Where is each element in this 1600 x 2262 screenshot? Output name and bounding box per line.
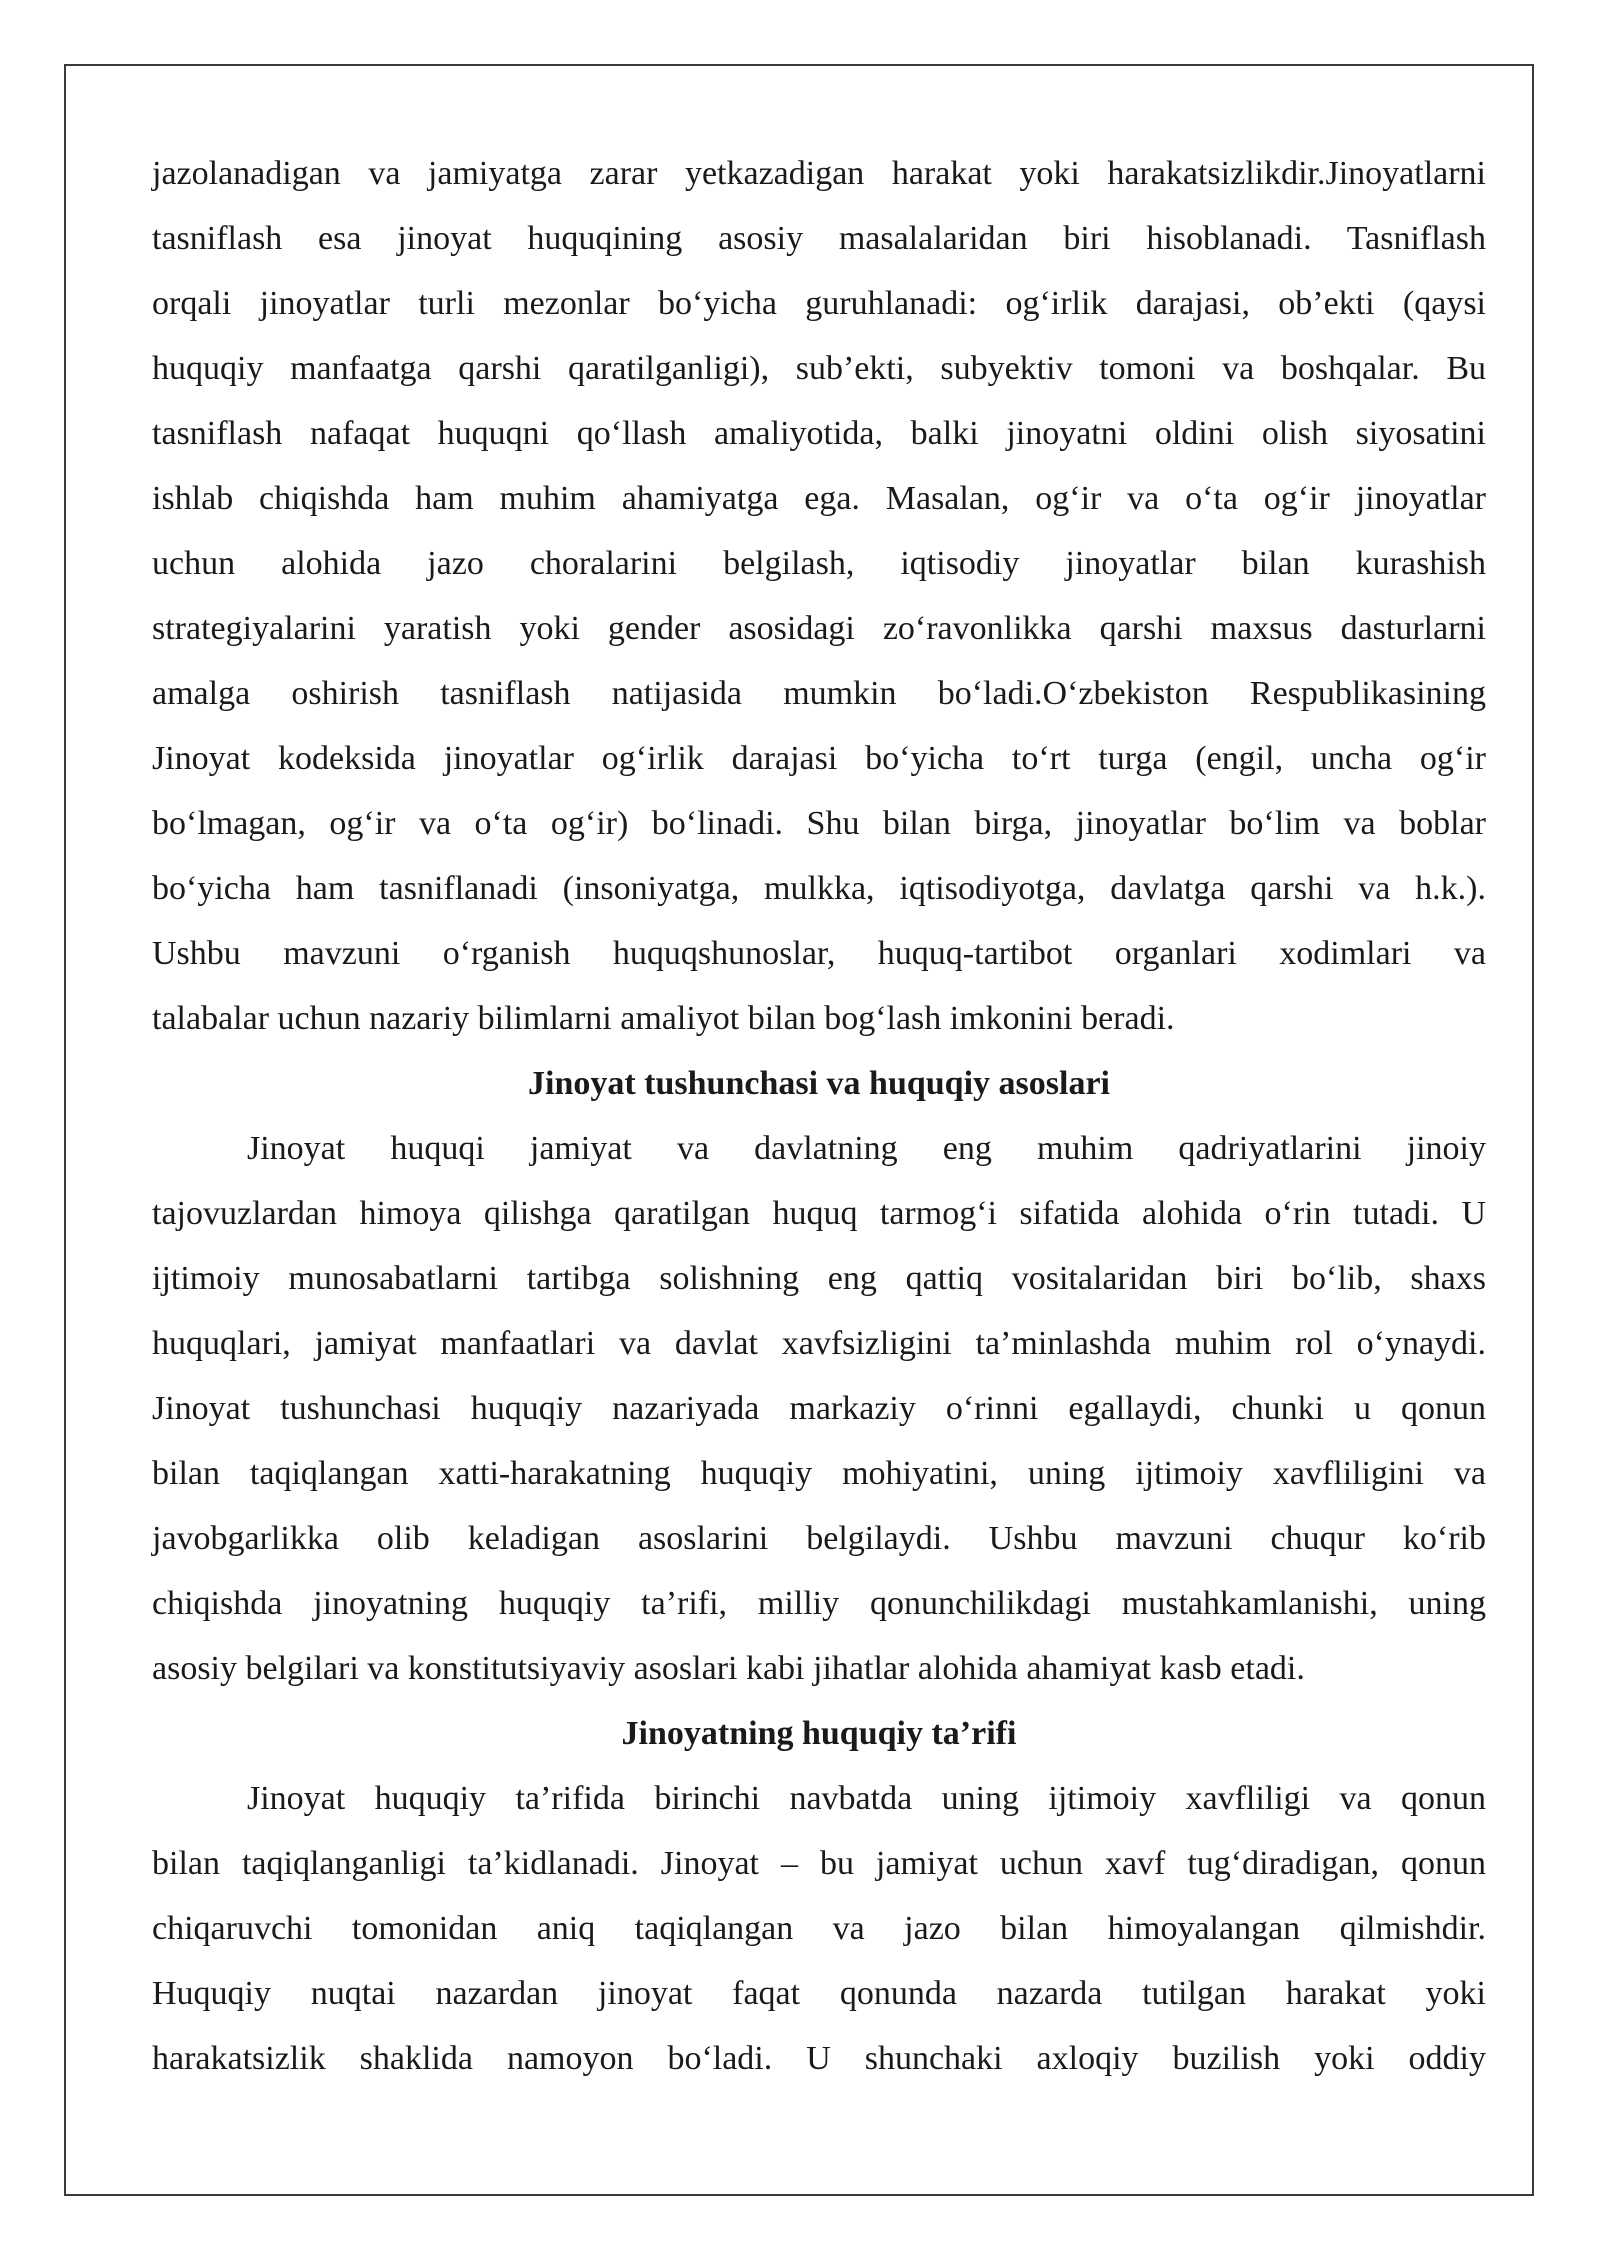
text-line: bilan taqiqlangan xatti-harakatning huquqiy mohiyatini, uning ijtimoiy xavfliligini va	[152, 1455, 1486, 1492]
text-line: tasniflash esa jinoyat huquqining asosiy masalalaridan biri hisoblanadi. Tasniflash	[152, 220, 1486, 257]
text-line: strategiyalarini yaratish yoki gender asosidagi zo‘ravonlikka qarshi maxsus dasturlarni	[152, 610, 1486, 647]
text-line: uchun alohida jazo choralarini belgilash, iqtisodiy jinoyatlar bilan kurashish	[152, 545, 1486, 582]
text-line: Huquqiy nuqtai nazardan jinoyat faqat qonunda nazarda tutilgan harakat yoki	[152, 1975, 1486, 2012]
text-line: ishlab chiqishda ham muhim ahamiyatga ega. Masalan, og‘ir va o‘ta og‘ir jinoyatlar	[152, 480, 1486, 517]
paragraph-3	[152, 1766, 1486, 2091]
text-line: huquqlari, jamiyat manfaatlari va davlat xavfsizligini ta’minlashda muhim rol o‘ynaydi.	[152, 1325, 1486, 1362]
text-line: asosiy belgilari va konstitutsiyaviy asoslari kabi jihatlar alohida ahamiyat kasb etadi.	[152, 1650, 1305, 1687]
text-line: ijtimoiy munosabatlarni tartibga solishning eng qattiq vositalaridan biri bo‘lib, shaxs	[152, 1260, 1486, 1297]
text-line: Jinoyat kodeksida jinoyatlar og‘irlik darajasi bo‘yicha to‘rt turga (engil, uncha og‘ir	[152, 740, 1486, 777]
section-heading-2: Jinoyatning huquqiy ta’rifi	[621, 1715, 1017, 1752]
text-line: harakatsizlik shaklida namoyon bo‘ladi. U shunchaki axloqiy buzilish yoki oddiy	[152, 2040, 1486, 2077]
text-line: bo‘yicha ham tasniflanadi (insoniyatga, mulkka, iqtisodiyotga, davlatga qarshi va h.k.).	[152, 870, 1486, 907]
text-line: tajovuzlardan himoya qilishga qaratilgan huquq tarmog‘i sifatida alohida o‘rin tutadi. U	[152, 1195, 1486, 1232]
document-body	[152, 141, 1486, 2091]
text-line: Ushbu mavzuni o‘rganish huquqshunoslar, huquq-tartibot organlari xodimlari va	[152, 935, 1486, 972]
text-line: jazolanadigan va jamiyatga zarar yetkazadigan harakat yoki harakatsizlikdir.Jinoyatlarni	[152, 155, 1486, 192]
text-line: Jinoyat huquqi jamiyat va davlatning eng muhim qadriyatlarini jinoiy	[247, 1130, 1486, 1167]
text-line: chiqishda jinoyatning huquqiy ta’rifi, milliy qonunchilikdagi mustahkamlanishi, uning	[152, 1585, 1486, 1622]
text-line: chiqaruvchi tomonidan aniq taqiqlangan va jazo bilan himoyalangan qilmishdir.	[152, 1910, 1486, 1947]
text-line: bilan taqiqlanganligi ta’kidlanadi. Jinoyat – bu jamiyat uchun xavf tug‘diradigan, qonun	[152, 1845, 1486, 1882]
paragraph-1	[152, 141, 1486, 1051]
section-heading-1: Jinoyat tushunchasi va huquqiy asoslari	[528, 1065, 1110, 1102]
paragraph-2	[152, 1116, 1486, 1701]
text-line: tasniflash nafaqat huquqni qo‘llash amaliyotida, balki jinoyatni oldini olish siyosatini	[152, 415, 1486, 452]
text-line: bo‘lmagan, og‘ir va o‘ta og‘ir) bo‘linadi. Shu bilan birga, jinoyatlar bo‘lim va boblar	[152, 805, 1486, 842]
text-line: Jinoyat tushunchasi huquqiy nazariyada markaziy o‘rinni egallaydi, chunki u qonun	[152, 1390, 1486, 1427]
text-line: orqali jinoyatlar turli mezonlar bo‘yicha guruhlanadi: og‘irlik darajasi, ob’ekti (qaysi	[152, 285, 1486, 322]
text-line: javobgarlikka olib keladigan asoslarini belgilaydi. Ushbu mavzuni chuqur ko‘rib	[152, 1520, 1486, 1557]
text-line: huquqiy manfaatga qarshi qaratilganligi), sub’ekti, subyektiv tomoni va boshqalar. Bu	[152, 350, 1486, 387]
text-line: amalga oshirish tasniflash natijasida mumkin bo‘ladi.O‘zbekiston Respublikasining	[152, 675, 1486, 712]
text-line: talabalar uchun nazariy bilimlarni amaliyot bilan bog‘lash imkonini beradi.	[152, 1000, 1175, 1037]
text-line: Jinoyat huquqiy ta’rifida birinchi navbatda uning ijtimoiy xavfliligi va qonun	[247, 1780, 1486, 1817]
